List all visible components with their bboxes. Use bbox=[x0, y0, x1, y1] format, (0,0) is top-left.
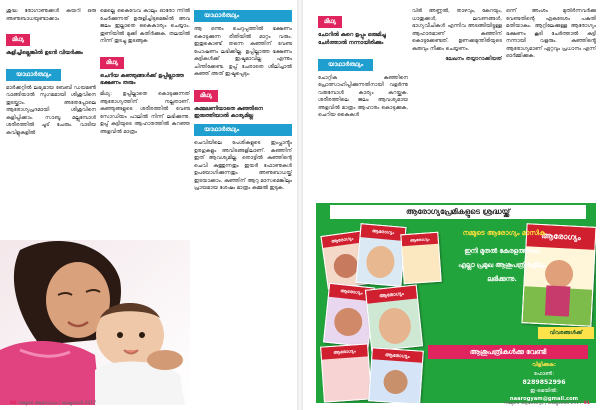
magazine-masthead: ആരോഗ്യം bbox=[526, 224, 595, 249]
myth-tag: മിഥ്യ bbox=[318, 16, 342, 28]
ad-contact-title: വിവരങ്ങൾക്ക് bbox=[538, 327, 594, 339]
article-signature: ലേഖനം തയ്യാറാക്കിയത് bbox=[445, 56, 502, 62]
right-column-1 bbox=[318, 8, 408, 198]
magazine-masthead: ആരോഗ്യം bbox=[372, 348, 423, 363]
magazine-cover bbox=[355, 223, 406, 287]
right-column-2 bbox=[412, 8, 502, 198]
magazine-cover bbox=[365, 284, 423, 351]
body-text: ചോറ്റിക കുഞ്ഞിനെ പ്രോത്സാഹിപ്പിക്കുന്നതിനായി വളർന്നു വരുമ്പോൾ കാര്യം കുറയ്ക്കുക. ശരീരത്തിലെ ജലം ആവശ്യമായ അളവിൽ മാത്രം ആഹാരം കൊടുക്കുക, ചെറിയ കൈകൾ bbox=[318, 74, 408, 119]
myth-tag: മിഥ്യ bbox=[6, 34, 30, 46]
email-address: naarogyam@gmail.com bbox=[509, 396, 579, 402]
myth-quote: ചോറിൽ കുറെ ഉപ്പും ഒരുമിച്ചു ചേർത്താൽ നന്നായിരിക്കും bbox=[318, 32, 386, 46]
myth-tag: മിഥ്യ bbox=[194, 90, 218, 102]
fact-tag: യാഥാർത്ഥ്യം bbox=[6, 69, 61, 81]
body-text: ആ ഒന്നും ചെറുപ്പത്തിൽ ഭക്ഷണം കൊടുക്കുന്ന രീതിയിൽ മാറ്റം വരും. ഇതുകൊണ്ട് തന്നെ കുഞ്ഞിന് വേണ്ട പോഷണം ലഭിക്കില്ല. ഉപ്പില്ലാത്ത ഭക്ഷണം കുട്ടികൾക്ക് ഇഷ്ടമാവില്ല എന്നും ചിന്തിക്കേണ്ട. ഉപ്പ് ചേരാതെ ശീലിച്ചാൽ കുഞ്ഞ് അത് ഇഷ്ടപ്പെടും. bbox=[194, 26, 292, 77]
ad-contact-block bbox=[494, 361, 594, 403]
magazine-advertisement bbox=[316, 203, 596, 403]
ad-line: ലഭിക്കുന്നു. bbox=[487, 275, 517, 283]
magazine-masthead: ആരോഗ്യം bbox=[322, 231, 363, 248]
page-number: 90 bbox=[10, 401, 17, 406]
body-text: വിരി അണ്ണൽ, താഴവും, കേറയും, ധാതുക്കൾ, ലവണങ്ങൾ, ഭാഗ്യവീചികൾ എന്നിവ അടങ്ങിയിട്ടുള്ള ആഹാരമാണ് കുഞ്ഞിന് കൊടുക്കേണ്ടത്. ഉണക്കമുന്തിരിയുടെ കുരുവും നീക്കം ചെയ്യണം. bbox=[412, 8, 502, 52]
right-column-3 bbox=[506, 8, 596, 198]
body-text: മെല്ലെ കൈവേവ കാലും ഓരോ ന്നിൽ ചേർക്കുന്നത് ഉരുളിച്ചിടുമെങ്കിൽ അവ ജലം ഇല്ലാതെ കൈകാര്യം ചെയ്യാം. തുണിയിൽ മുക്കി കുതിർക്കുക. തലയിൽ നിന്ന് തുടച്ചു തുടങ്ങുക bbox=[100, 8, 190, 44]
contact-hint: വിളിക്കുക: bbox=[532, 362, 556, 368]
ad-line: ഇനി മുതൽ കേരളത്തിലെ bbox=[464, 247, 540, 255]
page-folio-right bbox=[504, 400, 590, 406]
email-label: ഇ-മെയിൽ: bbox=[530, 388, 558, 394]
folio-text: നമ്മുടെ ആരോഗ്യം | ഒക്ടോബർ 2017 bbox=[17, 401, 97, 406]
magazine-cover bbox=[320, 343, 372, 402]
body-text: മിഥ്യ: ഉപ്പില്ലാതെ കൊടുക്കുന്നത് ആരോഗ്യത്തിന് നല്ലതാണ്. കുഞ്ഞുങ്ങളുടെ ശരീരത്തിൽ വേണ്ട സോഡിയം പാലിൽ നിന്ന് ലഭിക്കുന്നു. ഉപ്പ് കുട്ടിയുടെ ആഹാരത്തിൽ കുറഞ്ഞ അളവിൽ മാത്രം bbox=[100, 91, 190, 135]
magazine-masthead: ആരോഗ്യം bbox=[366, 286, 417, 304]
body-text: മാർക്കറ്റിൽ ലഭ്യമായ ബേബി ഡയമൺ വാങ്ങിയാൽ സുഗമമായി ശിശുവിനെ തുടയ്ക്കാം. അതേപ്പോലെ ആരോഗ്യപ്രദമായി ശിശുവിനെ കുളിപ്പിക്കാം. സാബൂ മല്ലുമ്പോൾ ശരീരത്തിൽ ചൂട് ചേരും. വാടിയ കവിളുകളിൽ bbox=[6, 84, 96, 136]
magazine-cover bbox=[368, 347, 424, 403]
folio-text: നമ്മുടെ ആരോഗ്യം | ഒക്ടോബർ 2017 bbox=[503, 401, 583, 406]
ad-banner: ആശുപത്രികൾക്കു വേണ്ടി bbox=[428, 345, 588, 359]
ad-line-magazine: നമ്മുടെ ആരോഗ്യം മാസിക bbox=[462, 229, 546, 237]
ad-headline: ആരോഗ്യപ്രേമികളുടെ ശ്രദ്ധയ്ക്ക് bbox=[330, 205, 586, 219]
myth-quote: കമ്മലണിയാതെ കുഞ്ഞിനെ ഇരുത്തിയാൽ കാര്യമില്ല bbox=[194, 105, 263, 120]
fact-tag: യാഥാർത്ഥ്യം bbox=[194, 10, 292, 22]
magazine-masthead: ആരോഗ്യം bbox=[321, 344, 368, 359]
left-column-3 bbox=[194, 8, 292, 404]
magazine-masthead: ആരോഗ്യം bbox=[329, 284, 374, 301]
left-column-1 bbox=[6, 8, 96, 240]
myth-tag: മിഥ്യ bbox=[100, 57, 124, 69]
fact-tag: യാഥാർത്ഥ്യം bbox=[194, 124, 292, 136]
page-folio-left bbox=[10, 400, 96, 406]
page-gutter bbox=[297, 0, 303, 410]
phone-number: 8289852996 bbox=[522, 379, 566, 386]
left-column-2 bbox=[100, 8, 190, 240]
body-text: ശുദ്ധ രോഗാണുക്കൾ കയറി ഒരു അണുബാധയുണ്ടാക്കാം bbox=[6, 8, 96, 22]
page-number: 91 bbox=[583, 401, 590, 406]
magazine-masthead: ആരോഗ്യം bbox=[361, 224, 406, 241]
ad-line: എല്ലാ പ്രമുഖ ആശുപത്രികളിലും bbox=[458, 261, 546, 269]
mother-baby-photo bbox=[0, 240, 190, 405]
myth-quote: കുളിച്ചില്ലെങ്കിൽ ഉടൻ വിയർക്കും bbox=[6, 50, 83, 56]
fact-tag: യാഥാർത്ഥ്യം bbox=[318, 59, 373, 71]
body-text: ഒന്ന് അംശം മുതിർന്നവർക്കു വേണ്ടതിന്റെ ഏകദേശം പകുതി മതിയാകും. ആറ്റിലേക്കുള്ള ആരോഗ്യം ഭക്ഷണം കൂടി ചേർത്താൽ കുട്ടി നന്നായി വളരും. കുഞ്ഞിൻ്റെ ആരോഗ്യമാണ് ഏറ്റവും പ്രധാനം എന്ന് ഓർമ്മിക്കുക. bbox=[506, 8, 596, 59]
body-text: ചെവിയിലെ പേശികളുടെ ഇംപ്ലാൻ്റും ഉരഗുകളും അവിടങ്ങളിലാണ്. കുഞ്ഞിന് ഇത് ആവശ്യമില്ല. തൊട്ടിൽ കുഞ്ഞിന്റെ ചെവി കുത്തുന്നതും ഇയർ ഫോണുകൾ ഉപയോഗിക്കുന്നതും അണുബാധയ്ക്ക് ഇടയാക്കാം. കുഞ്ഞിന് ആറു മാസമെങ്കിലും പ്രായമായ ശേഷം മാത്രം കമ്മൽ ഇടുക. bbox=[194, 140, 292, 192]
phone-label: ഫോൺ: bbox=[533, 371, 555, 377]
myth-quote: ചെറിയ കുഞ്ഞുങ്ങൾക്ക് ഉപ്പില്ലാത്ത ഭക്ഷണം തരും bbox=[100, 72, 184, 87]
magazine-masthead: ആരോഗ്യം bbox=[401, 233, 438, 246]
